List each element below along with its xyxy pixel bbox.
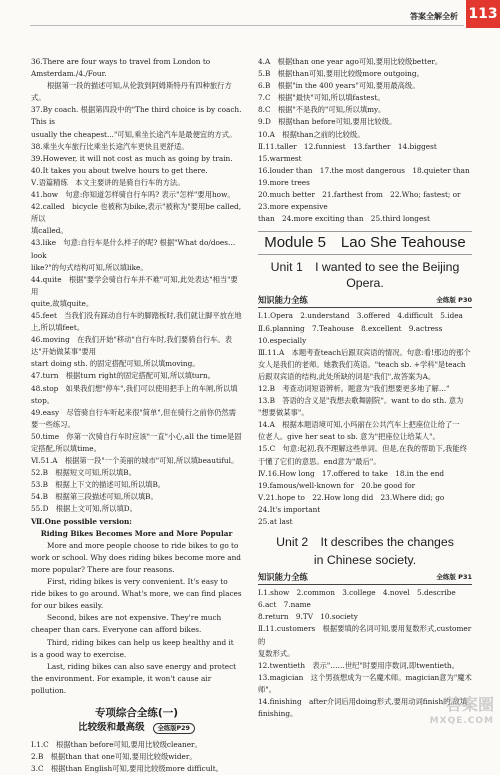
answer-line: 38.乘坐火车旅行比乘坐长途汽车更快且更舒适。 [31, 141, 189, 151]
essay-paragraph: First, riding bikes is very convenient. It's easy to ride bikes to go around. What's more, we can find places for our bikes easily. [31, 577, 242, 611]
answer-line: 6.B 根据"in the 400 years"可知,要用最高级。 [258, 81, 420, 91]
answer-line: 填called。 [31, 226, 68, 236]
answer-line: Ⅶ.One possible version: [31, 516, 132, 526]
essay-paragraph: More and more people choose to ride bikes to go to work or school. Why does riding bikes become more and more popular? There are four reasons. [31, 540, 241, 574]
answer-line: 39.However, it will not cost as much as going by train. [31, 153, 233, 163]
answer-line: 后跟双宾语的结构,此处所缺的词是"我们",故答案为A。 [258, 371, 436, 381]
answer-line: Ⅱ.11.customers 根据要填的名词可知,要用复数形式,customer的 [258, 624, 472, 646]
essay-paragraph: Second, bikes are not expensive. They're much cheaper than cars. Everyone can afford bikes. [31, 613, 222, 635]
answer-line: 42.called bicycle 也被称为bike,表示"被称为"要用be called,所以 [31, 202, 242, 224]
answer-line: 20.much better 21.farthest from 22.Who; fastest; or 23.more expensive [258, 190, 468, 212]
answer-line: 女人是我们的老师。她教我们英语。"teach sb. +学科"是teach [258, 359, 466, 369]
answer-line: 14.A 根据本题语境可知,小玛丽在公共汽车上把座位让给了一 [258, 420, 460, 430]
answer-line: 15.C 句意:起初,我不理解这些单词。但是,在我的帮助下,我能终 [258, 444, 468, 454]
answer-line: Ⅵ.51.A 根据第一段"一个美丽的城市"可知,所以填beautiful。 [31, 456, 239, 466]
answer-line: usually the cheapest..."可知,乘坐长途汽车是最便宜的方式。 [31, 129, 237, 139]
answer-line: Ⅴ.21.hope to 22.How long did 23.Where did; go 24.It's important [258, 492, 452, 514]
answer-line: like?"的句式结构可知,所以填like。 [31, 262, 148, 272]
answer-line: 53.B 根据上下文的描述可知,所以填B。 [31, 480, 166, 490]
answer-line: 2.B 根据than that one可知,要用比较级wider。 [31, 752, 197, 762]
unit2-title-line2: in Chinese society. [313, 552, 417, 567]
answer-line: 位老人。give her seat to sb. 意为"把座位让给某人"。 [258, 432, 440, 442]
answer-line: Ⅴ.语篇精练 本文主要讲的是骑自行车的方法。 [31, 177, 185, 187]
watermark-text: 答案圈 [445, 695, 494, 714]
answer-line: 43.like 句意:自行车是什么样子的呢? 根据"What do/does…look [31, 238, 236, 260]
answer-line: quite,故填quite。 [31, 298, 94, 308]
essay-title: Riding Bikes Becomes More and More Popular [40, 528, 233, 538]
answer-line: 49.easy 尽管骑自行车听起来很"简单",但在骑行之前你仍然需要一些练习。 [31, 407, 236, 429]
page-header [0, 0, 500, 28]
answer-line: 25.at last [258, 517, 293, 526]
answer-line: 46.moving 在我们开始"移动"自行车时,我们要骑自行车。表达"开始做某事"要用 [31, 335, 233, 357]
answer-line: 4.A 根据than one year ago可知,要用比较级better。 [258, 57, 443, 66]
answer-line: 54.B 根据第三段描述可知,所以填B。 [31, 492, 158, 502]
answer-line: 10.A 根据than之前的比较级。 [258, 129, 365, 139]
answer-line: 37.By coach. 根据第四段中的"The third choice is by coach. This is [31, 105, 242, 127]
module-title: Module 5 Lao She Teahouse [258, 231, 472, 255]
page-number: 113 [466, 0, 500, 28]
answer-line: 44.quite 根据"要学会骑自行车并不难"可知,此处表达"相当"要用 [31, 274, 238, 296]
unit1-bar-label: 知识能力全练 [258, 295, 308, 306]
answer-line: 55.D 根据上文可知,所以填D。 [31, 504, 137, 514]
unit1-section-bar [258, 294, 472, 308]
answer-line: Ⅱ.11.taller 12.funniest 13.farther 14.biggest 15.warmest [258, 141, 445, 163]
answer-line: start doing sth. 的固定搭配可知,所以填moving。 [31, 359, 200, 369]
unit2-title: Unit 2 It describes the changes [276, 535, 454, 550]
answer-line: 12.B 考查动词短语辨析。题意为"我们想要更多地了解…" [258, 383, 450, 393]
answer-line: 13.magician 这个男孩想成为一名魔术师。magician意为"魔术师"。 [258, 672, 472, 694]
header-divider [30, 25, 464, 26]
answer-line: 14.finishing after介词后用doing形式,要用动词finish的,故填finishing。 [258, 697, 468, 719]
unit1-bar-tag: 全练版 P30 [436, 296, 472, 305]
answer-line: "想要做某事"。 [258, 408, 309, 418]
answer-line: Ⅳ.16.How long 17.offered to take 18.in the end [258, 468, 445, 478]
answer-line: 16.louder than 17.the most dangerous 18.quieter than 19.more trees [258, 165, 477, 187]
watermark-url: MXQE.COM [429, 716, 494, 726]
answer-line: 19.famous/well-known for 20.be good for [258, 480, 416, 490]
answer-line: 36.There are four ways to travel from London to Amsterdam./4./Four. [31, 57, 211, 79]
answer-line: 9.D 根据than before可知,要用比较级。 [258, 117, 397, 127]
answer-line: 41.how 句意:你知道怎样骑自行车吗? 表示"怎样"要用how。 [31, 190, 235, 200]
answer-line: 48.stop 如果我们想"停车",我们可以使用把手上的车闸,所以填stop。 [31, 383, 238, 405]
answer-line: 45.feet 当我们没有踩动自行车的脚踏板时,我们就让脚平放在地上,所以填feet。 [31, 310, 242, 333]
answer-line: Ⅰ.1.show 2.common 3.college 4.novel 5.describe 6.act 7.name [258, 588, 463, 610]
answer-line: 复数形式。 [258, 648, 295, 658]
answer-line: 47.turn 根据turn right的固定搭配可知,所以填turn。 [31, 371, 215, 381]
answer-line: than 24.more exciting than 25.third longest [258, 214, 430, 224]
special-section-subtitle: 比较级和最高级 [78, 722, 145, 734]
answer-line: 7.C 根据"最快"可知,所以填fastest。 [258, 93, 385, 103]
answer-line: 40.It takes you about twelve hours to get there. [31, 165, 208, 175]
answer-line: 于懂了它们的意思。end意为"最后"。 [258, 456, 381, 466]
answer-line: Ⅱ.6.planning 7.Teahouse 8.excellent 9.actress 10.especially [258, 323, 450, 345]
answer-line: Ⅰ.1.Opera 2.understand 3.offered 4.difficult 5.idea [258, 311, 463, 321]
unit2-section-bar [258, 571, 472, 585]
answer-line: 3.C 根据than English可知,要用比较级more difficult。 [31, 764, 223, 774]
special-section-title: 专项综合全练(一) [94, 706, 179, 719]
unit2-bar-label: 知识能力全练 [258, 572, 308, 583]
answer-line: Ⅰ.1.C 根据than before可知,要用比较级cleaner。 [31, 740, 202, 750]
watermark-logo [430, 696, 494, 730]
answer-line: 8.return 9.TV 10.society [258, 612, 358, 622]
answer-line: 根据第一段的描述可知,从伦敦到阿姆斯特丹有四种旅行方式。 [31, 81, 232, 103]
answer-line: 13.B 答语的含义是"我想去歌舞剧院"。want to do sth. 意为 [258, 396, 464, 406]
special-section-subtitle-row [31, 722, 242, 734]
answer-line: 12.twentieth 表示"……世纪"时要用序数词,即twentieth。 [258, 660, 459, 670]
unit2-bar-tag: 全练版 P31 [436, 573, 472, 582]
unit1-title: Unit 1 I wanted to see the Beijing Opera. [270, 260, 460, 290]
essay-paragraph: Third, riding bikes can help us keep healthy and it is a good way to exercise. [31, 637, 234, 659]
answer-line: Ⅲ.11.A 本题考查teach后跟双宾语的情况。句意:看!那边的那个 [258, 347, 471, 357]
left-column [31, 56, 242, 775]
answer-line: 50.time 你第一次骑自行车时应该"一直"小心,all the time是固定搭配,所以填time。 [31, 431, 242, 453]
essay-paragraph: Last, riding bikes can also save energy and protect the environment. For example, it won't cause air pollution. [31, 661, 237, 695]
answer-line: 5.B 根据than可知,要用比较级more outgoing。 [258, 69, 424, 79]
header-title: 答案全解全析 [410, 12, 458, 21]
answer-line: 8.C 根据"不是我的"可知,所以填my。 [258, 105, 386, 115]
special-section-tag: 全练版P29 [153, 723, 195, 734]
right-column [258, 56, 477, 720]
answer-line: 52.B 根据短文可知,所以填B。 [31, 468, 136, 478]
